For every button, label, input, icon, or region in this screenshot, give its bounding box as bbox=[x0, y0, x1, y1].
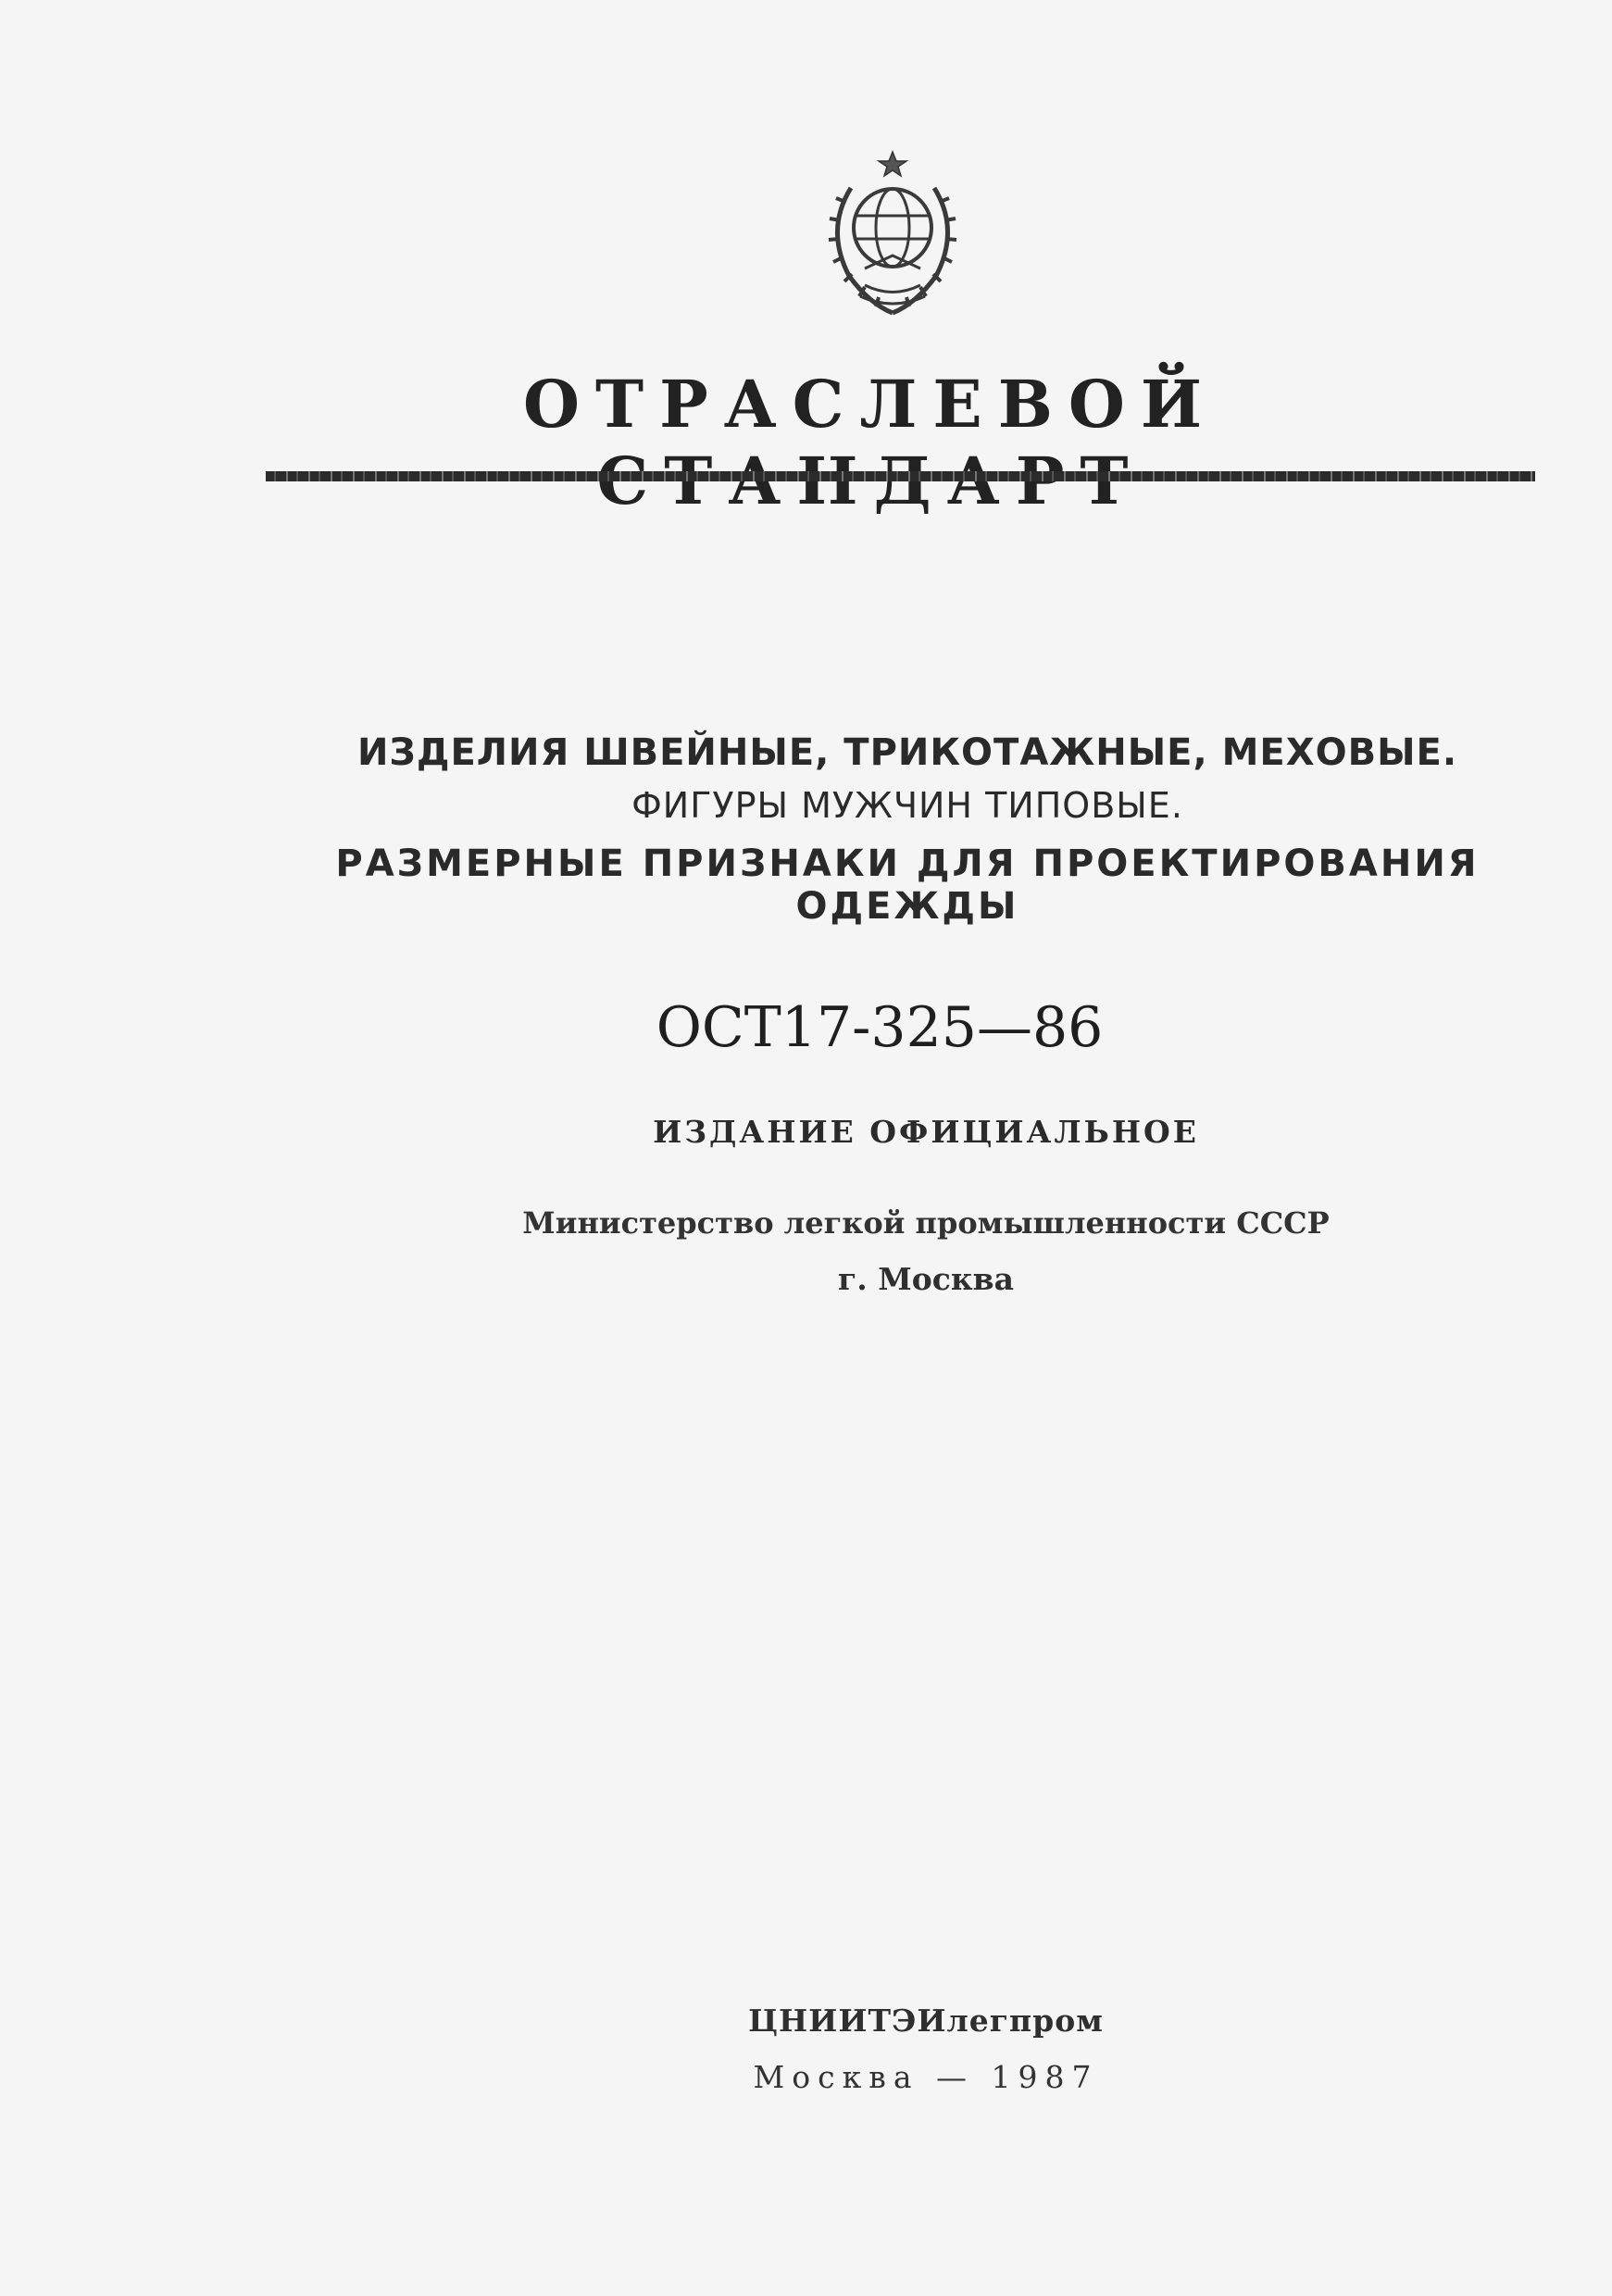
header-divider bbox=[266, 471, 1535, 481]
ussr-state-emblem-icon bbox=[814, 146, 971, 322]
publisher-name: ЦНИИТЭИлегпром bbox=[748, 2003, 1104, 2039]
standard-code: ОСТ17-325—86 bbox=[656, 995, 1104, 1060]
issuing-ministry: Министерство легкой промышленности СССР bbox=[522, 1205, 1330, 1241]
edition-label: ИЗДАНИЕ ОФИЦИАЛЬНОЕ bbox=[653, 1114, 1199, 1150]
title-line-2: ФИГУРЫ МУЖЧИН ТИПОВЫЕ. bbox=[631, 785, 1183, 826]
title-line-3: РАЗМЕРНЫЕ ПРИЗНАКИ ДЛЯ ПРОЕКТИРОВАНИЯ ОДЕЖДЫ bbox=[335, 842, 1480, 928]
ministry-city: г. Москва bbox=[838, 1261, 1014, 1297]
document-category-header: ОТРАСЛЕВОЙ bbox=[523, 366, 1218, 443]
publication-place-year: Москва — 1987 bbox=[753, 2059, 1099, 2095]
title-line-1: ИЗДЕЛИЯ ШВЕЙНЫЕ, ТРИКОТАЖНЫЕ, МЕХОВЫЕ. bbox=[356, 731, 1458, 774]
